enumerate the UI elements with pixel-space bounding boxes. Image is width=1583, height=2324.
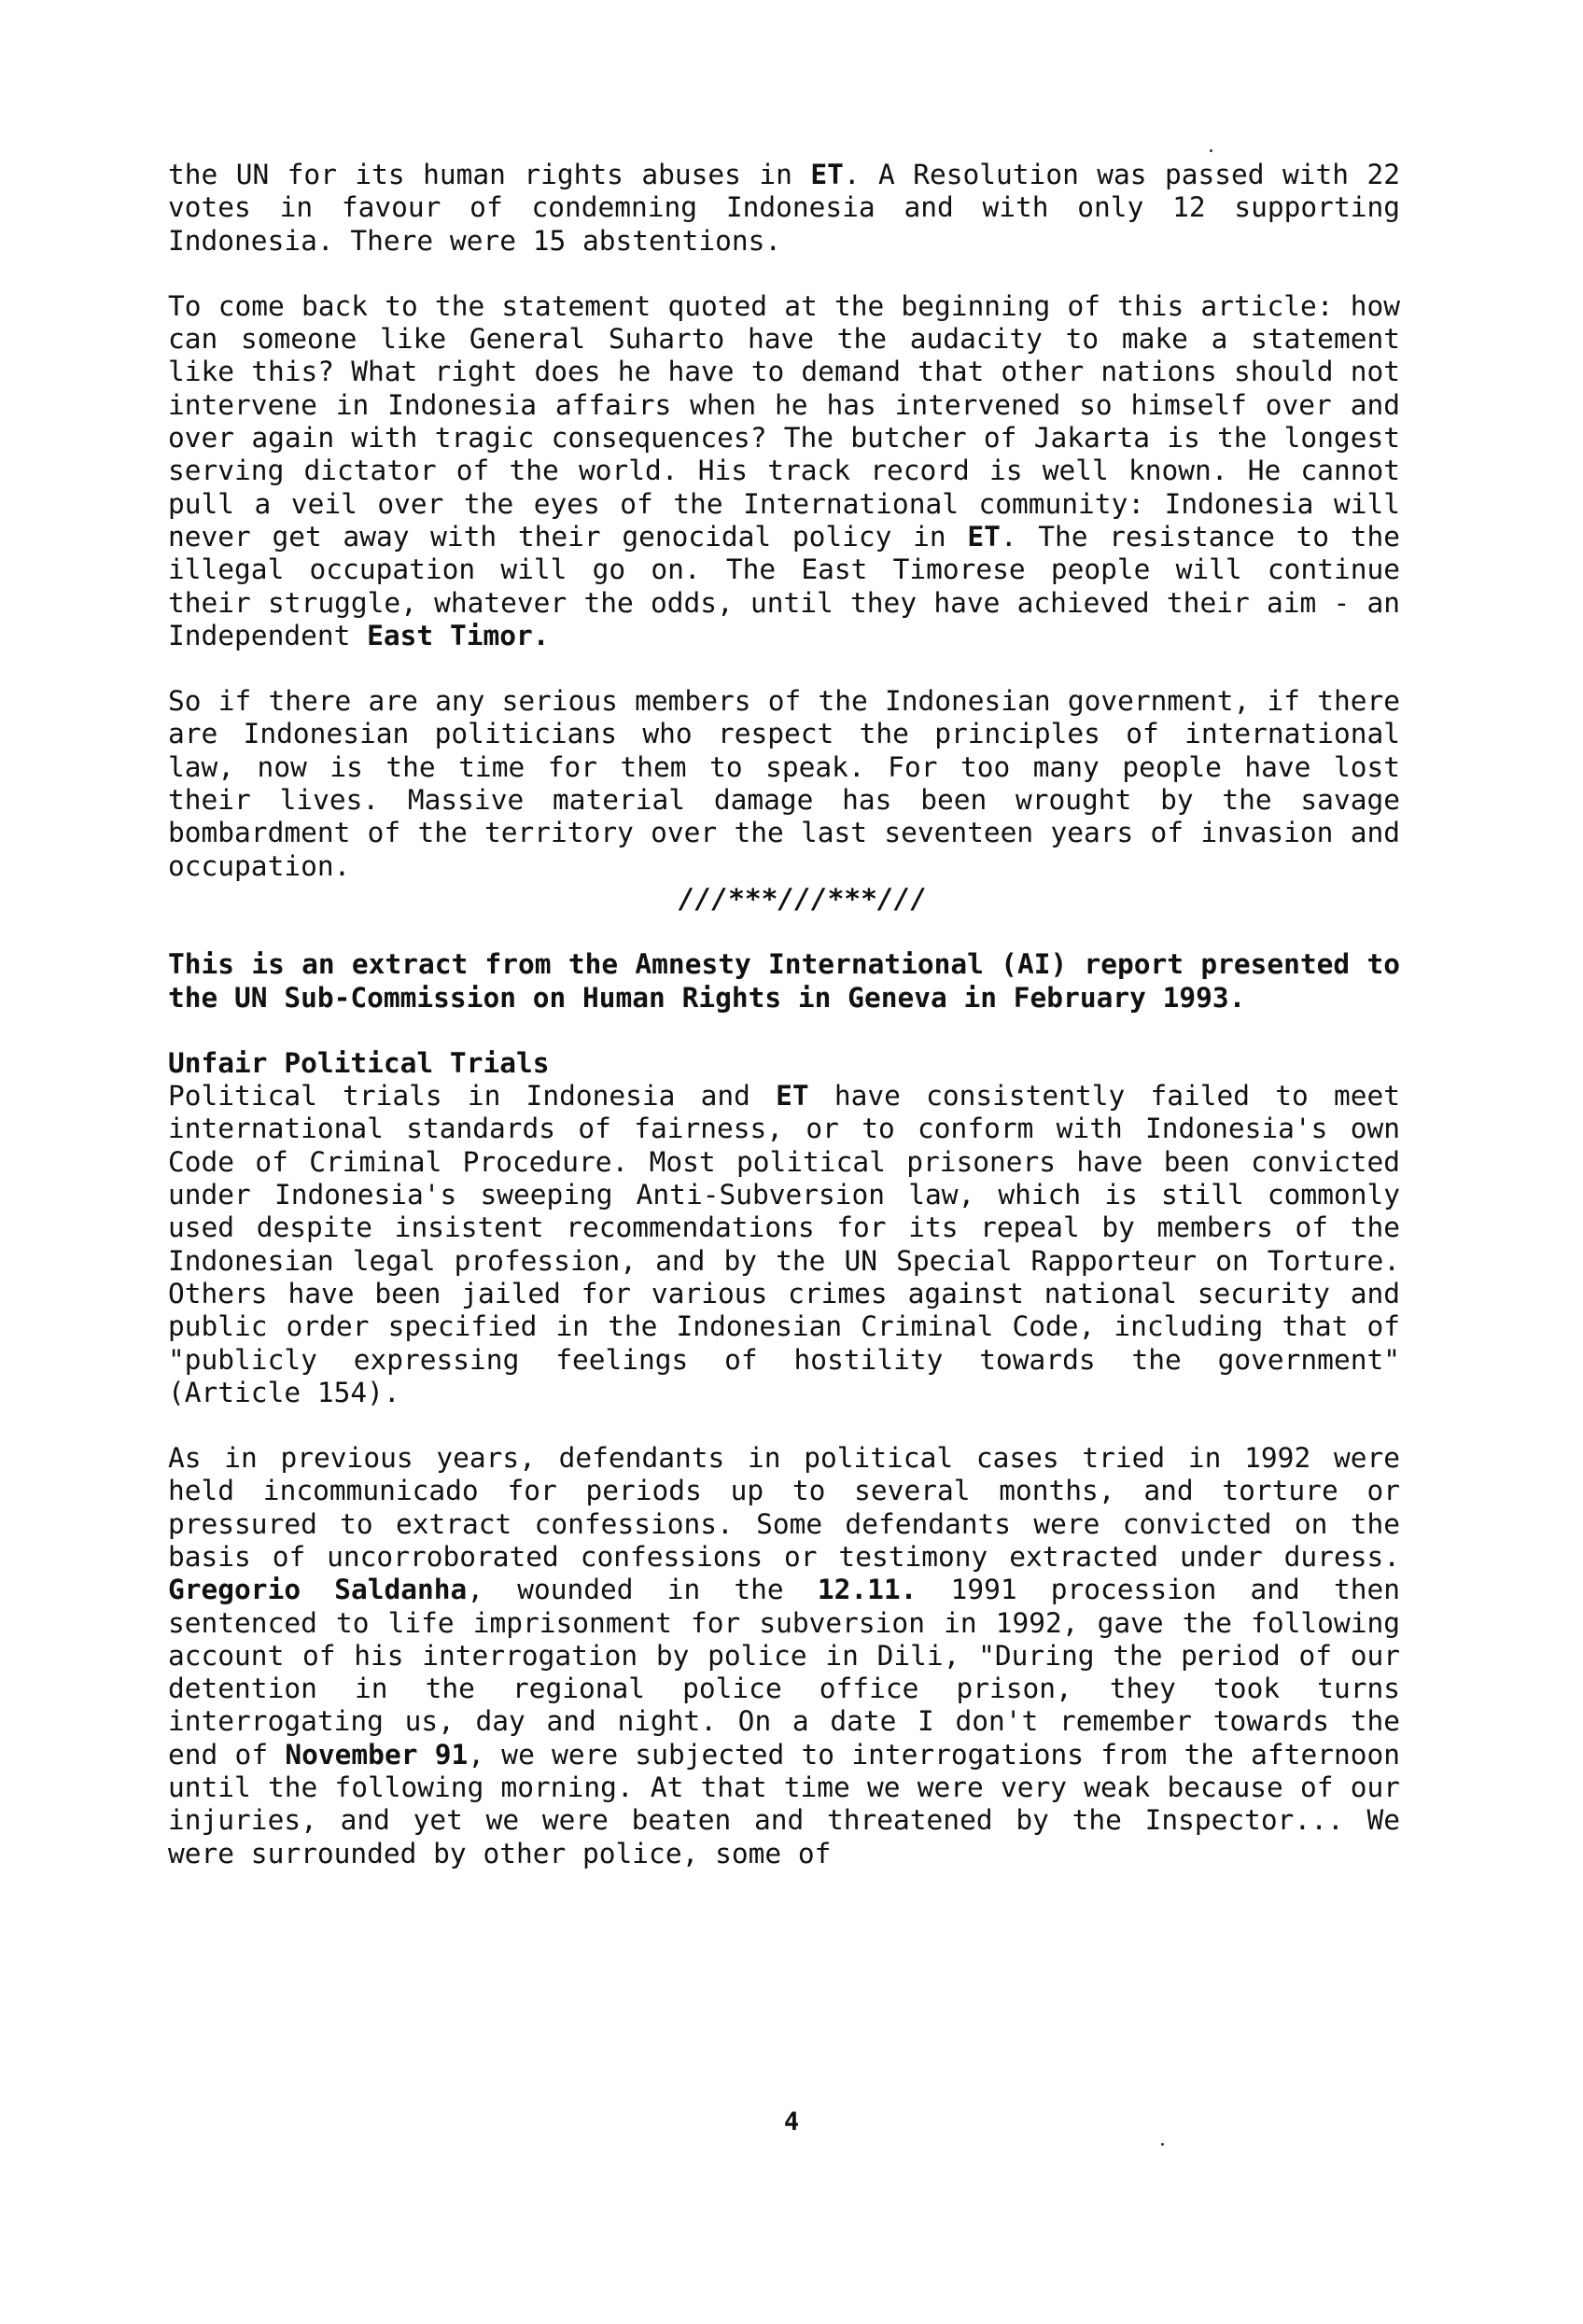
text-run: , wounded in the bbox=[467, 1574, 818, 1606]
paragraph-suharto-statement bbox=[168, 290, 1400, 652]
text-run: have consistently failed to meet international standards of fairness, or to conform with Indonesia's own Code of Criminal Procedure. Most political prisoners have been convicted under Indonesia's sweeping Anti-Subversion law, which is still commonly used despite insistent recommendations for its repeal by members of the Indonesian legal profession, and by the UN Special Rapporteur on Torture. Others have been jailed for various crimes against national security and public order specified in the Indonesian Criminal Code, including that of "publicly expressing feelings of hostility towards the government" (Article 154). bbox=[168, 1080, 1400, 1408]
text-run: As in previous years, defendants in political cases tried in 1992 were held incommunicado for periods up to several months, and torture or pressured to extract confessions. Some defendants were convicted on the basis of uncorroborated confessions or testimony extracted under duress. bbox=[168, 1442, 1400, 1573]
text-run: 1991 procession and then sentenced to life imprisonment for subversion in 1992, gave the following account of his interrogation by police in Dili, "During the period of our detention in the regional police office prison, they took turns interrogating us, day and night. On a date I don't remember towards the end of bbox=[168, 1574, 1400, 1771]
paragraph-indonesian-government bbox=[168, 685, 1400, 883]
paragraph-political-trials bbox=[168, 1080, 1400, 1409]
bold-text-run: ET bbox=[810, 159, 844, 190]
bold-text-run: This is an extract from the Amnesty International (AI) report presented to the UN Sub-Commission on Human Rights in Geneva in February 1993. bbox=[168, 948, 1400, 1014]
page-number: 4 bbox=[783, 2107, 800, 2136]
text-run: the UN for its human rights abuses in bbox=[168, 159, 811, 190]
section-separator: ///***///***/// bbox=[678, 882, 928, 915]
scan-speck bbox=[1161, 2143, 1164, 2146]
paragraph-amnesty-extract-intro bbox=[168, 948, 1400, 1015]
text-run: , we were subjected to interrogations from the afternoon until the following morning. At that time we were very weak because of our injuries, and yet we were beaten and threatened by the Inspector... We were surrounded by other police, some of bbox=[168, 1738, 1401, 1869]
scan-speck bbox=[1210, 149, 1212, 152]
text-run: So if there are any serious members of the Indonesian government, if there are Indonesian politicians who respect the principles of international law, now is the time for them to speak. For too many people have lost their lives. Massive material damage has been wrought by the savage bombardment of the territory over the last seventeen years of invasion and occupation. bbox=[168, 685, 1400, 882]
bold-text-run: ET bbox=[776, 1080, 809, 1113]
section-heading-unfair-trials: Unfair Political Trials bbox=[168, 1046, 550, 1079]
bold-text-run: ET bbox=[967, 520, 1001, 553]
text-run: . The resistance to the illegal occupation will go on. The East Timorese people will continue their struggle, whatever the odds, until they have achieved their aim - an Independent bbox=[168, 520, 1400, 651]
paragraph-saldanha-account bbox=[168, 1442, 1400, 1870]
text-run: Political trials in Indonesia and bbox=[168, 1080, 777, 1113]
bold-text-run: November 91 bbox=[285, 1738, 469, 1771]
text-run: To come back to the statement quoted at the beginning of this article: how can someone like General Suharto have the audacity to make a statement like this? What right does he have to demand that other nations should not intervene in Indonesia affairs when he has intervened so himself over and over again with tragic consequences? The butcher of Jakarta is the longest serving dictator of the world. His track record is well known. He cannot pull a veil over the eyes of the International community: Indonesia will never get away with their genocidal policy in bbox=[168, 289, 1400, 553]
bold-text-run: East Timor. bbox=[367, 619, 550, 651]
bold-text-run: 12.11. bbox=[817, 1574, 918, 1606]
text-run: . A Resolution was passed with 22 votes in favour of condemning Indonesia and with only 12 supporting Indonesia. There were 15 abstentions. bbox=[168, 159, 1400, 257]
bold-text-run: Gregorio Saldanha bbox=[168, 1574, 468, 1606]
document-page bbox=[168, 159, 1400, 1903]
paragraph-un-resolution bbox=[168, 159, 1400, 258]
